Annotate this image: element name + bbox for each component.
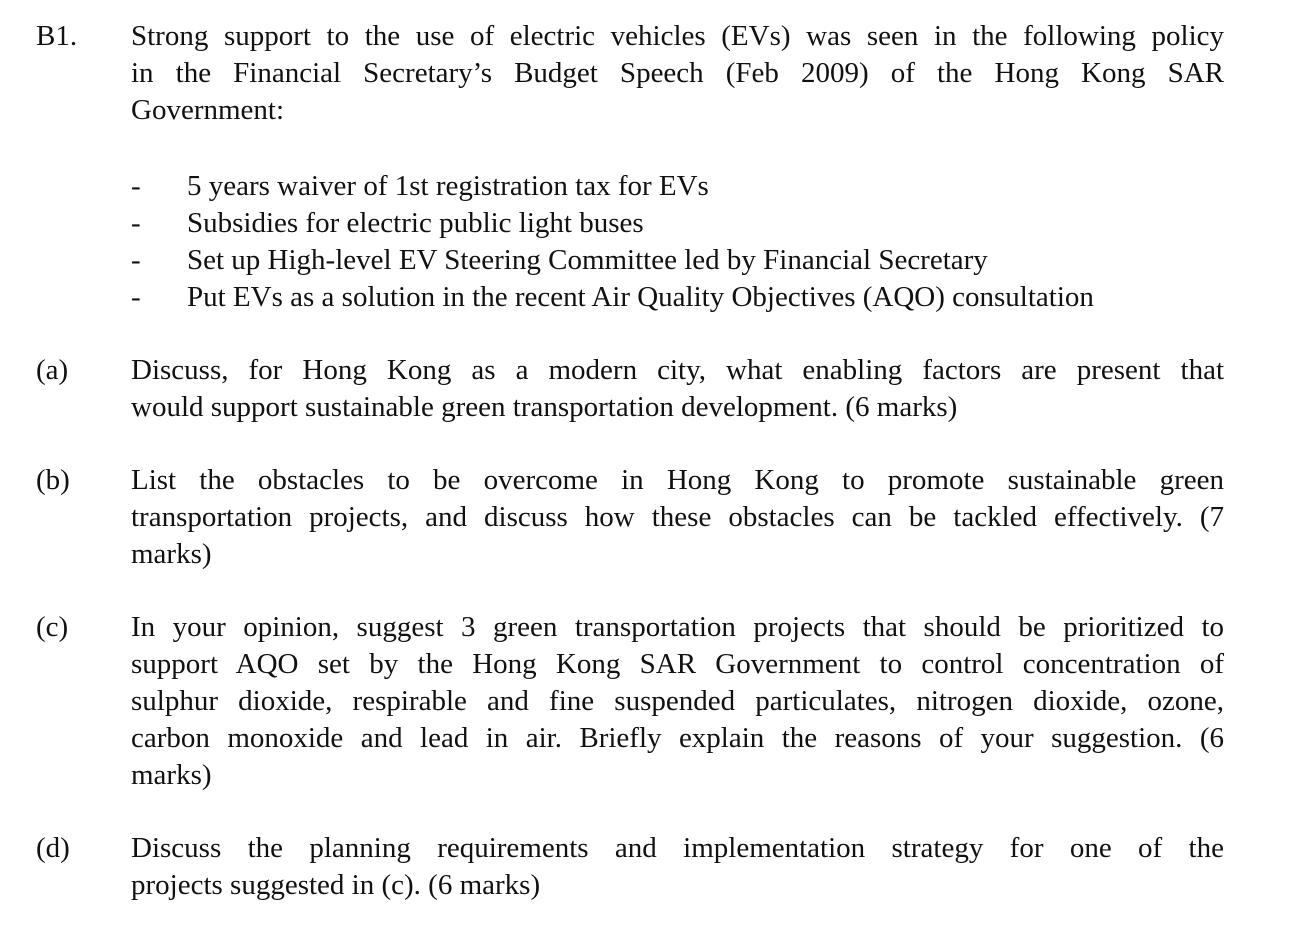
part-text xyxy=(131,462,1224,573)
part-label: (a) xyxy=(36,354,69,386)
policy-list xyxy=(131,168,1231,316)
part-line: would support sustainable green transportation development. (6 marks) xyxy=(131,391,958,423)
policy-item xyxy=(131,205,1231,242)
bullet-dash: - xyxy=(131,207,141,239)
part-line: support AQO set by the Hong Kong SAR Government to control concentration of xyxy=(131,648,1224,680)
policy-text: Put EVs as a solution in the recent Air Quality Objectives (AQO) consultation xyxy=(187,281,1094,313)
policy-item xyxy=(131,242,1231,279)
policy-item xyxy=(131,168,1231,205)
part-line: carbon monoxide and lead in air. Briefly explain the reasons of your suggestion. (6 xyxy=(131,722,1224,754)
bullet-dash: - xyxy=(131,244,141,276)
part-line: Discuss the planning requirements and implementation strategy for one of the xyxy=(131,832,1224,864)
part-label: (d) xyxy=(36,832,70,864)
question-intro xyxy=(131,18,1224,129)
part-line: projects suggested in (c). (6 marks) xyxy=(131,869,541,901)
bullet-dash: - xyxy=(131,170,141,202)
policy-item xyxy=(131,279,1231,316)
part-line: marks) xyxy=(131,538,212,570)
part-text xyxy=(131,609,1224,794)
part-line: transportation projects, and discuss how these obstacles can be tackled effectively. (7 xyxy=(131,501,1224,533)
part-line: List the obstacles to be overcome in Hong Kong to promote sustainable green xyxy=(131,464,1224,496)
part-text xyxy=(131,352,1224,426)
part-line: Discuss, for Hong Kong as a modern city, what enabling factors are present that xyxy=(131,354,1224,386)
part-text xyxy=(131,830,1224,904)
intro-line: Government: xyxy=(131,94,285,126)
intro-line: in the Financial Secretary’s Budget Speech (Feb 2009) of the Hong Kong SAR xyxy=(131,57,1224,89)
intro-line: Strong support to the use of electric vehicles (EVs) was seen in the following policy xyxy=(131,20,1224,52)
part-label: (c) xyxy=(36,611,69,643)
part-line: marks) xyxy=(131,759,212,791)
policy-text: Set up High-level EV Steering Committee led by Financial Secretary xyxy=(187,244,988,276)
part-label: (b) xyxy=(36,464,70,496)
policy-text: 5 years waiver of 1st registration tax for EVs xyxy=(187,170,709,202)
part-line: sulphur dioxide, respirable and fine suspended particulates, nitrogen dioxide, ozone, xyxy=(131,685,1224,717)
part-line: In your opinion, suggest 3 green transportation projects that should be prioritized to xyxy=(131,611,1224,643)
bullet-dash: - xyxy=(131,281,141,313)
question-number: B1. xyxy=(36,20,78,52)
policy-text: Subsidies for electric public light buses xyxy=(187,207,644,239)
